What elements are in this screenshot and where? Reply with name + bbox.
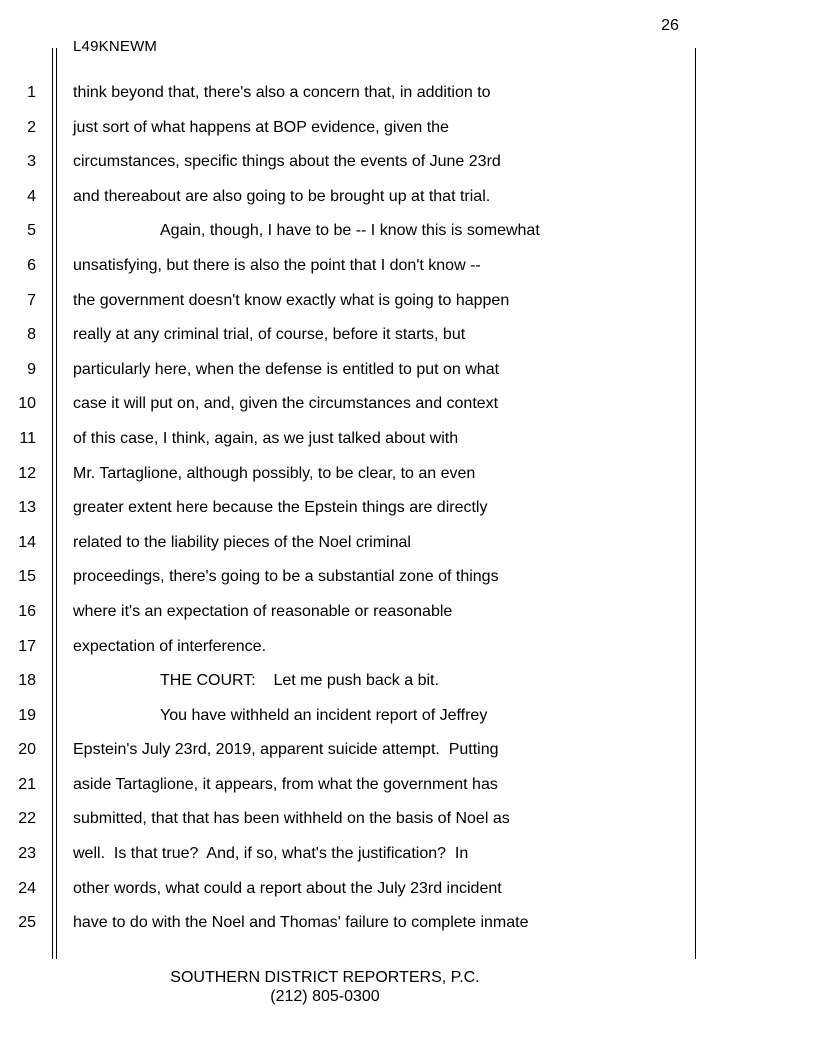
- line-number: 17: [18, 637, 36, 655]
- line-number: 2: [27, 118, 36, 136]
- transcript-line: circumstances, specific things about the events of June 23rd: [73, 153, 501, 171]
- transcript-line: THE COURT: Let me push back a bit.: [160, 672, 439, 690]
- line-number: 6: [27, 256, 36, 274]
- transcript-line: You have withheld an incident report of Jeffrey: [160, 706, 488, 724]
- transcript-line: have to do with the Noel and Thomas' failure to complete inmate: [73, 914, 529, 932]
- line-number: 9: [27, 360, 36, 378]
- line-number: 13: [18, 499, 36, 517]
- transcript-line: particularly here, when the defense is entitled to put on what: [73, 360, 500, 378]
- transcript-line: greater extent here because the Epstein things are directly: [73, 499, 488, 517]
- line-number: 16: [18, 602, 36, 620]
- line-number: 14: [18, 533, 36, 551]
- line-number: 8: [27, 326, 36, 344]
- line-number: 5: [27, 222, 36, 240]
- transcript-line: related to the liability pieces of the Noel criminal: [73, 533, 411, 551]
- reporter-name: SOUTHERN DISTRICT REPORTERS, P.C.: [170, 969, 480, 986]
- transcript-line: expectation of interference.: [73, 637, 267, 655]
- transcript-line: really at any criminal trial, of course, before it starts, but: [73, 326, 466, 344]
- left-margin-rule: [52, 48, 53, 959]
- transcript-header-code: L49KNEWM: [73, 38, 158, 55]
- transcript-line: think beyond that, there's also a concern that, in addition to: [73, 84, 491, 101]
- line-number-column: [0, 76, 36, 941]
- transcript-line: unsatisfying, but there is also the point that I don't know --: [73, 256, 481, 274]
- line-number: 1: [27, 84, 36, 101]
- transcript-line: submitted, that that has been withheld on the basis of Noel as: [73, 810, 510, 828]
- left-margin-rule-inner: [56, 48, 57, 959]
- line-number: 11: [19, 429, 36, 447]
- page-number: 26: [661, 17, 679, 34]
- transcript-line: of this case, I think, again, as we just talked about with: [73, 429, 459, 447]
- transcript-line: aside Tartaglione, it appears, from what the government has: [73, 775, 498, 793]
- transcript-line: proceedings, there's going to be a substantial zone of things: [73, 568, 499, 586]
- transcript-line: the government doesn't know exactly what is going to happen: [73, 291, 510, 309]
- line-number: 10: [18, 395, 36, 413]
- transcript-line: where it's an expectation of reasonable or reasonable: [73, 602, 453, 620]
- reporter-footer: [0, 968, 650, 1006]
- line-number: 12: [18, 464, 36, 482]
- line-number: 25: [18, 914, 36, 932]
- line-number: 18: [18, 672, 36, 690]
- transcript-line: just sort of what happens at BOP evidence, given the: [73, 118, 449, 136]
- line-number: 22: [18, 810, 36, 828]
- reporter-phone: (212) 805-0300: [270, 988, 380, 1005]
- transcript-line: Mr. Tartaglione, although possibly, to be clear, to an even: [73, 464, 476, 482]
- line-number: 19: [18, 706, 36, 724]
- line-number: 24: [18, 879, 36, 897]
- line-number: 15: [18, 568, 36, 586]
- transcript-line: and thereabout are also going to be brought up at that trial.: [73, 187, 491, 205]
- transcript-line: Again, though, I have to be -- I know this is somewhat: [160, 222, 540, 240]
- line-number: 7: [27, 291, 36, 309]
- transcript-body: [73, 76, 683, 941]
- right-margin-rule: [695, 48, 696, 959]
- transcript-line: case it will put on, and, given the circumstances and context: [73, 395, 499, 413]
- line-number: 3: [27, 153, 36, 171]
- line-number: 4: [27, 187, 36, 205]
- transcript-line: well. Is that true? And, if so, what's the justification? In: [73, 845, 469, 863]
- line-number: 21: [18, 775, 36, 793]
- transcript-line: other words, what could a report about the July 23rd incident: [73, 879, 502, 897]
- line-number: 20: [18, 741, 36, 759]
- line-number: 23: [18, 845, 36, 863]
- transcript-line: Epstein's July 23rd, 2019, apparent suicide attempt. Putting: [73, 741, 499, 759]
